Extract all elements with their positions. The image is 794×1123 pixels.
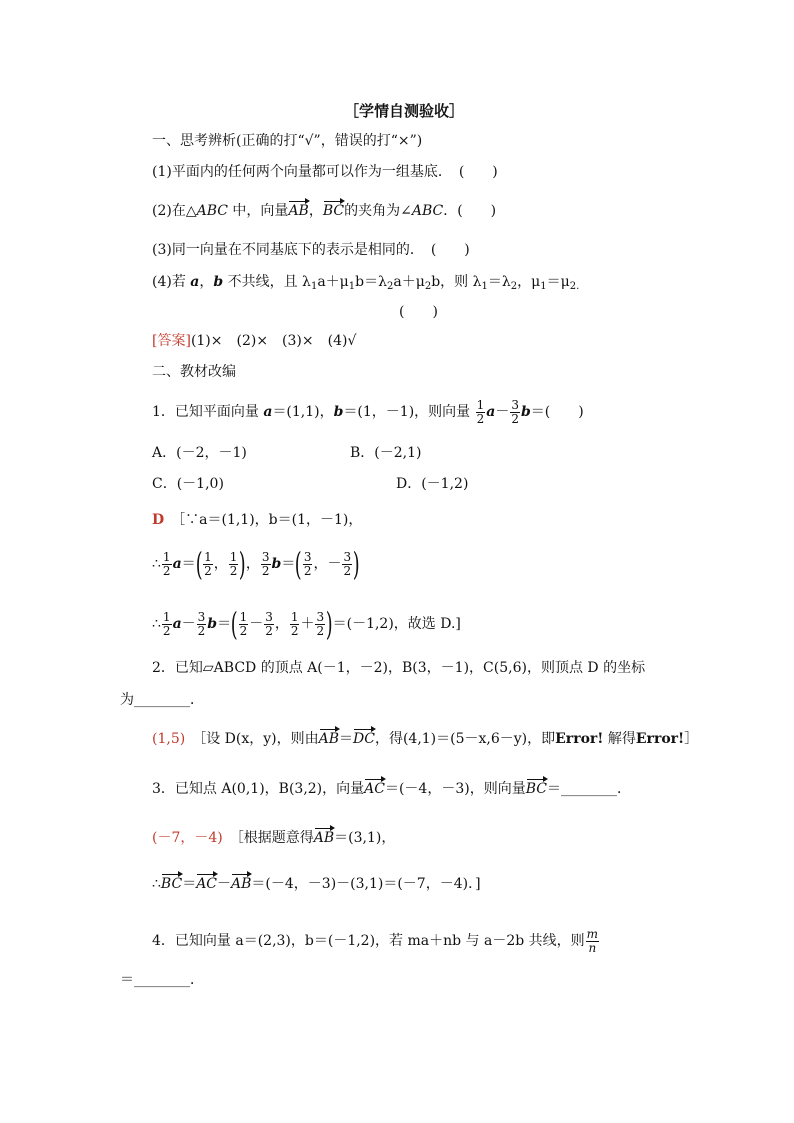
option-c: C．(－1,0) [152,476,224,492]
var-a: a [190,274,200,290]
q2-text: 的夹角为∠ [344,203,412,219]
q4-expr: b [431,274,441,290]
p3-answer-line2: ∴BC＝AC－AB＝(－4，－3)－(3,1)＝(－7，－4)．] [152,876,481,892]
p3-text: ＝(－4，－3)，则向量 [384,781,526,797]
p3-answer-text: ＝(3,1)， [334,830,396,846]
answer-line [152,331,356,351]
p1-answer-line2: ∴ $\frac{1}{2}$ a＝( $\frac{1}{2}$ ， $\frac{1}{2}$ )， $\frac{3}{2}$ b＝( $\frac{3}{2}$ ，－ $\frac{3}{2}$ ) [152,545,360,583]
question-4: (4)若 a，b 不共线，且 $\lambda_1a+\mu_1b=\lambda_2a+\mu_2b$，则 $\lambda_1=\lambda_2$，$\mu_1=\mu_{2.}$ [152,274,580,292]
p1-answer-end: ＝(－1,2)，故选 D.] [332,616,461,632]
question-3: (3)同一向量在不同基底下的表示是相同的． ( ) [152,242,470,258]
q4-text: ， [199,274,214,290]
section-title: ［学情自测验收］ [344,102,465,120]
p1-text: 1．已知平面向量 [152,404,264,420]
p1-answer-line3: ∴ $\frac{1}{2}$ a－ $\frac{3}{2}$ b＝( $\frac{1}{2}$ － $\frac{3}{2}$ ， $\frac{1}{2}$ ＋ $\frac{3}{2}$ )＝(－1,2)，故选 D.] [152,605,461,643]
p1-text: ＝(1，－1)，则向量 [343,404,471,420]
q2-abc: ABC [411,203,444,219]
problem-4-stem [152,926,600,956]
p2-error: Error! [635,731,685,747]
p1-answer-text: ［∵a＝(1,1)，b＝(1，－1)， [178,512,363,528]
q4-expr: a＋μ [393,274,425,290]
p1-text: ＝( ) [530,404,584,420]
problem-4-stem-2: ＝________． [120,972,204,988]
p3-text: ＝(－4，－3)－(3,1)＝(－7，－4)．] [251,876,481,892]
p3-answer-text: ［根据题意得 [236,830,314,846]
question-2 [152,201,496,221]
q4-text: ＝μ [546,274,570,290]
p3-text: ＝________． [546,781,631,797]
p1-answer-letter: D [152,512,165,528]
option-b: B．(－2,1) [350,445,422,461]
p3-text: ∴ [152,876,161,892]
q4-text: (4)若 [152,274,191,290]
var-b: b [333,404,344,420]
var-a: a [263,404,273,420]
problem-1-stem: 1．已知平面向量 a＝(1,1)，b＝(1，－1)，则向量 $\frac{1}{2}$ a－ $\frac{3}{2}$ b＝( ) [152,397,584,426]
q2-text: 中，向量 [227,203,289,219]
answer-label: [答案] [152,333,191,349]
p3-text: － [217,876,232,892]
q4-text: ，则 λ [440,274,482,290]
part2-heading: 二、教材改编 [152,364,236,380]
p2-answer-text: 解得 [603,731,636,747]
problem-2-stem: 2．已知▱ABCD 的顶点 A(－1，－2)，B(3，－1)，C(5,6)，则顶点 D 的坐标 [152,660,646,676]
frac-numerator: m [586,926,599,941]
q2-text: ， [308,203,323,219]
p4-text: 4．已知向量 a＝(2,3)，b＝(－1,2)，若 ma＋nb 与 a－2b 共线，则 [152,933,585,949]
frac-denominator: n [588,940,597,955]
vector-ab: AB [288,203,309,219]
p3-text: ＝ [182,876,197,892]
p2-answer-value: (1,5) [152,731,186,747]
p3-answer-line1: (－7，－4) ［根据题意得AB＝(3,1)， [152,830,396,846]
option-d: D．(－1,2) [396,476,469,492]
q2-text: (2)在△ [152,203,197,219]
vector-bc: BC [322,203,345,219]
question-4-paren: ( ) [399,304,438,320]
p2-answer-text: ］ [684,731,699,747]
var-b: b [213,274,224,290]
p3-text: 3．已知点 A(0,1)，B(3,2)，向量 [152,781,365,797]
p1-answer-line1 [152,510,362,530]
q4-text: ，μ [517,274,541,290]
p2-answer-text: ，得(4,1)＝(5－x,6－y)，即 [374,731,556,747]
q4-expr: a＋μ [317,274,349,290]
p3-answer-value: (－7，－4) [152,830,223,846]
q4-text: ＝λ [487,274,511,290]
problem-3-stem: 3．已知点 A(0,1)，B(3,2)，向量AC＝(－4，－3)，则向量BC＝________． [152,781,631,797]
question-1: (1)平面内的任何两个向量都可以作为一组基底． ( ) [152,164,498,180]
p1-text: ＝(1,1)， [272,404,334,420]
p2-answer-text: ［设 D(x，y)，则由 [199,731,319,747]
p2-answer: (1,5) ［设 D(x，y)，则由AB＝DC，得(4,1)＝(5－x,6－y)，即Error! 解得Error!］ [152,731,699,747]
answer-text: (1)× (2)× (3)× (4)√ [190,333,357,349]
q2-text: ．( ) [443,203,497,219]
option-a: A．(－2，－1) [152,445,247,461]
q4-expr: b＝λ [355,274,387,290]
part1-heading: 一、思考辨析(正确的打“√”，错误的打“×”) [152,133,423,149]
problem-2-stem-2: 为________． [120,692,204,708]
q4-text: 不共线，且 λ [223,274,311,290]
p2-error: Error! [555,731,604,747]
q2-abc: ABC [196,203,228,219]
